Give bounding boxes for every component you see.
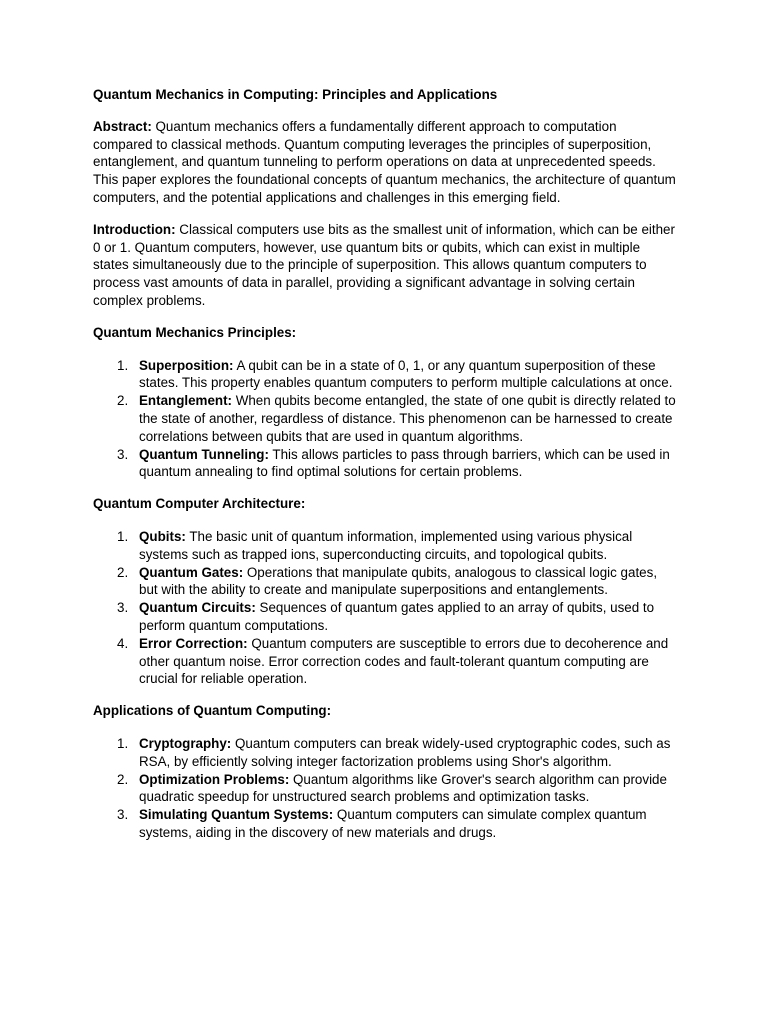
list-item-text: This allows particles to pass through barriers, which can be used in quantum annealing to find optimal solutions for certain problems.: [139, 446, 670, 480]
list-item-text: When qubits become entangled, the state of one qubit is directly related to the state of another, regardless of distance. This phenomenon can be harnessed to create correlations between qubits that are used in quantum algorithms.: [139, 393, 676, 444]
list-item: [117, 446, 678, 482]
list-item-text: Operations that manipulate qubits, analogous to classical logic gates, but with the ability to create and manipulate superpositions and entanglements.: [139, 564, 658, 598]
list-item: [117, 635, 678, 688]
list-number: 2.: [117, 564, 129, 580]
list-item-label: Quantum Tunneling:: [139, 446, 269, 462]
introduction-label: Introduction:: [93, 221, 176, 237]
list-item-label: Entanglement:: [139, 393, 232, 409]
list-item: [117, 806, 678, 842]
list-item-text: The basic unit of quantum information, implemented using various physical systems such as trapped ions, superconducting circuits, and topological qubits.: [139, 528, 633, 562]
list-item-text: Quantum computers can break widely-used cryptographic codes, such as RSA, by efficiently solving integer factorization problems using Shor's algorithm.: [139, 735, 671, 769]
abstract-label: Abstract:: [93, 118, 152, 134]
document-page: [93, 86, 678, 842]
list-number: 3.: [117, 600, 129, 616]
list-number: 2.: [117, 771, 129, 787]
list-item-text: Quantum computers are susceptible to errors due to decoherence and other quantum noise. Error correction codes and fault-tolerant quantum computing are crucial for reliable operation.: [139, 635, 669, 687]
list-item-label: Cryptography:: [139, 735, 232, 751]
list-number: 1.: [117, 735, 129, 751]
list-number: 1.: [117, 528, 129, 544]
list-number: 3.: [117, 446, 129, 462]
list-number: 1.: [117, 357, 129, 373]
list-item-label: Quantum Gates:: [139, 564, 244, 580]
abstract-text: Quantum mechanics offers a fundamentally different approach to computation compared to classical methods. Quantum computing leverages the principles of superposition, entanglement, and quantum tunneling to perform operations on data at unprecedented speeds. This paper explores the foundational concepts of quantum mechanics, the architecture of quantum computers, and the potential applications and challenges in this emerging field.: [93, 118, 676, 205]
principles-heading: Quantum Mechanics Principles:: [93, 324, 297, 340]
list-item-text: Sequences of quantum gates applied to an array of qubits, used to perform quantum computations.: [139, 600, 655, 633]
list-item: [117, 392, 678, 445]
abstract-paragraph: [93, 118, 678, 207]
list-number: 4.: [117, 635, 129, 651]
list-item-label: Optimization Problems:: [139, 771, 290, 787]
list-item: [117, 357, 678, 393]
principles-list: [93, 357, 678, 482]
list-item-label: Simulating Quantum Systems:: [139, 807, 334, 823]
list-item-text: A qubit can be in a state of 0, 1, or any quantum superposition of these states. This property enables quantum computers to perform multiple calculations at once.: [139, 357, 673, 391]
introduction-paragraph: [93, 221, 678, 310]
list-number: 2.: [117, 393, 129, 409]
list-item: [117, 735, 678, 771]
list-item-label: Qubits:: [139, 528, 186, 544]
list-item-label: Quantum Circuits:: [139, 600, 256, 616]
architecture-heading: Quantum Computer Architecture:: [93, 496, 306, 512]
list-item-label: Superposition:: [139, 357, 234, 373]
introduction-text: Classical computers use bits as the smallest unit of information, which can be either 0 or 1. Quantum computers, however, use quantum bits or qubits, which can exist in multiple states simultaneously due to the principle of superposition. This allows quantum computers to process vast amounts of data in parallel, providing a significant advantage in solving certain complex problems.: [93, 221, 675, 308]
document-title: Quantum Mechanics in Computing: Principles and Applications: [93, 87, 498, 102]
list-item: [117, 771, 678, 807]
list-item-text: Quantum algorithms like Grover's search algorithm can provide quadratic speedup for unstructured search problems and optimization tasks.: [139, 771, 667, 805]
list-item-label: Error Correction:: [139, 635, 248, 651]
applications-heading: Applications of Quantum Computing:: [93, 703, 332, 719]
list-item-text: Quantum computers can simulate complex quantum systems, aiding in the discovery of new materials and drugs.: [139, 807, 647, 840]
list-item: [117, 599, 678, 635]
list-item: [117, 528, 678, 564]
applications-list: [93, 735, 678, 842]
list-number: 3.: [117, 807, 129, 823]
architecture-list: [93, 528, 678, 688]
list-item: [117, 564, 678, 600]
